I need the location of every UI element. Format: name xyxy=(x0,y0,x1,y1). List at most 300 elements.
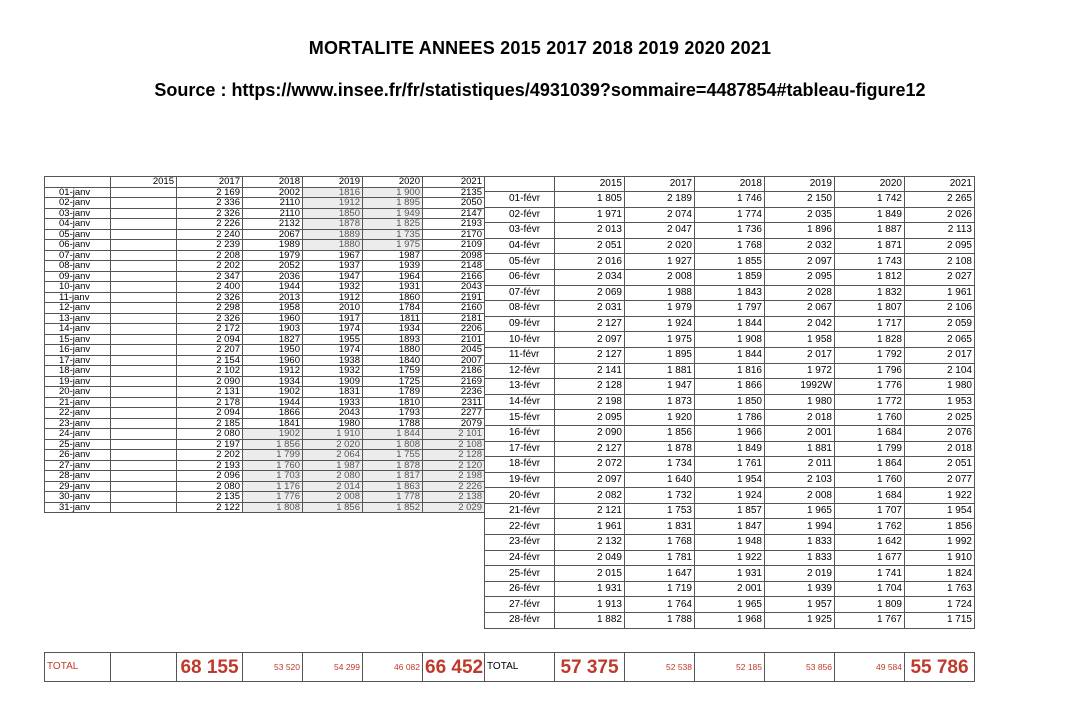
table-cell xyxy=(111,502,177,513)
table-cell: 2079 xyxy=(423,418,485,429)
table-cell: 1 808 xyxy=(363,439,423,450)
table-cell: 1 828 xyxy=(835,332,905,348)
table-row xyxy=(45,492,485,503)
table-cell: 2 197 xyxy=(177,439,243,450)
table-cell: 1 958 xyxy=(765,332,835,348)
row-label: 13-févr xyxy=(485,379,555,395)
row-label: 18-janv xyxy=(45,366,111,377)
table-cell: 2 094 xyxy=(177,334,243,345)
table-cell: 1 953 xyxy=(905,394,975,410)
table-cell: 1850 xyxy=(303,208,363,219)
table-cell: 1944 xyxy=(243,282,303,293)
table-cell xyxy=(111,492,177,503)
feb-header-row xyxy=(485,177,975,192)
table-cell: 1 781 xyxy=(625,550,695,566)
jan-header-cell: 2020 xyxy=(363,177,423,188)
table-row xyxy=(485,425,975,441)
table-cell: 2 198 xyxy=(555,394,625,410)
row-label: 25-févr xyxy=(485,566,555,582)
table-cell: 1912 xyxy=(303,198,363,209)
table-row xyxy=(45,229,485,240)
table-cell: 2 076 xyxy=(905,425,975,441)
feb-header-cell: 2017 xyxy=(625,177,695,192)
table-row xyxy=(485,457,975,473)
table-cell: 2132 xyxy=(243,219,303,230)
totals-row-table xyxy=(44,652,975,682)
table-cell: 2 120 xyxy=(423,460,485,471)
table-cell: 2 064 xyxy=(303,450,363,461)
table-cell: 2109 xyxy=(423,240,485,251)
table-cell: 2 067 xyxy=(765,301,835,317)
table-cell xyxy=(111,271,177,282)
table-cell: 1 881 xyxy=(765,441,835,457)
table-cell: 1 965 xyxy=(765,503,835,519)
table-cell: 1 924 xyxy=(695,488,765,504)
table-cell: 1 855 xyxy=(695,254,765,270)
row-label: 16-janv xyxy=(45,345,111,356)
table-row xyxy=(45,240,485,251)
table-cell: 2 080 xyxy=(177,429,243,440)
table-cell: 1931 xyxy=(363,282,423,293)
row-label: 21-janv xyxy=(45,397,111,408)
table-cell xyxy=(111,292,177,303)
table-cell: 2 090 xyxy=(555,425,625,441)
table-cell: 1 715 xyxy=(905,613,975,629)
table-cell: 2 065 xyxy=(905,332,975,348)
table-row xyxy=(45,303,485,314)
table-cell: 1 768 xyxy=(625,535,695,551)
table-cell xyxy=(111,429,177,440)
feb-header-cell: 2020 xyxy=(835,177,905,192)
row-label: 15-févr xyxy=(485,410,555,426)
table-cell: 1831 xyxy=(303,387,363,398)
table-cell: 1 968 xyxy=(695,613,765,629)
table-cell xyxy=(111,334,177,345)
table-cell: 2 080 xyxy=(177,481,243,492)
table-cell: 1793 xyxy=(363,408,423,419)
row-label: 31-janv xyxy=(45,502,111,513)
table-row xyxy=(485,550,975,566)
table-cell: 1 948 xyxy=(695,535,765,551)
table-cell xyxy=(111,250,177,261)
table-cell: 2 047 xyxy=(625,223,695,239)
table-cell xyxy=(111,303,177,314)
table-cell: 2 097 xyxy=(555,472,625,488)
table-cell: 1 746 xyxy=(695,192,765,208)
table-cell: 2002 xyxy=(243,187,303,198)
row-label: 24-févr xyxy=(485,550,555,566)
table-cell: 1964 xyxy=(363,271,423,282)
table-cell: 1 753 xyxy=(625,503,695,519)
table-cell: 1 852 xyxy=(363,502,423,513)
table-cell: 2101 xyxy=(423,334,485,345)
table-cell xyxy=(111,397,177,408)
table-cell: 2 097 xyxy=(765,254,835,270)
table-cell: 1 796 xyxy=(835,363,905,379)
jan-total-2021: 66 452 xyxy=(423,653,485,682)
table-cell xyxy=(111,366,177,377)
table-cell: 1933 xyxy=(303,397,363,408)
table-cell: 1 640 xyxy=(625,472,695,488)
table-cell: 1 805 xyxy=(555,192,625,208)
table-cell: 2 265 xyxy=(905,192,975,208)
table-row xyxy=(45,387,485,398)
row-label: 09-févr xyxy=(485,316,555,332)
table-row xyxy=(485,301,975,317)
table-cell: 2311 xyxy=(423,397,485,408)
table-cell: 2010 xyxy=(303,303,363,314)
table-row xyxy=(485,394,975,410)
table-cell: 1 719 xyxy=(625,581,695,597)
table-cell: 1 931 xyxy=(695,566,765,582)
table-cell: 2 108 xyxy=(905,254,975,270)
table-cell: 1 809 xyxy=(835,597,905,613)
table-cell: 1880 xyxy=(303,240,363,251)
table-cell: 1 736 xyxy=(695,223,765,239)
table-cell: 2 035 xyxy=(765,207,835,223)
table-cell: 1 816 xyxy=(695,363,765,379)
row-label: 05-janv xyxy=(45,229,111,240)
row-label: 07-févr xyxy=(485,285,555,301)
source-line: Source : https://www.insee.fr/fr/statistiques/4931039?sommaire=4487854#tableau-figure12 xyxy=(154,80,926,100)
table-cell: 1 743 xyxy=(835,254,905,270)
table-row xyxy=(45,355,485,366)
table-cell: 2 027 xyxy=(905,269,975,285)
table-cell: 2 103 xyxy=(765,472,835,488)
table-cell: 2 202 xyxy=(177,450,243,461)
table-cell: 1909 xyxy=(303,376,363,387)
table-cell: 1 833 xyxy=(765,535,835,551)
table-row xyxy=(485,285,975,301)
table-row xyxy=(485,207,975,223)
table-cell: 1 856 xyxy=(243,439,303,450)
table-cell: 1 760 xyxy=(835,410,905,426)
table-cell: 1 717 xyxy=(835,316,905,332)
row-label: 06-févr xyxy=(485,269,555,285)
table-cell: 2067 xyxy=(243,229,303,240)
table-row xyxy=(485,332,975,348)
table-cell: 1 833 xyxy=(765,550,835,566)
table-cell: 2135 xyxy=(423,187,485,198)
table-cell: 1 684 xyxy=(835,488,905,504)
table-row xyxy=(45,450,485,461)
row-label: 28-févr xyxy=(485,613,555,629)
table-row xyxy=(45,481,485,492)
jan-total-2017: 68 155 xyxy=(177,653,243,682)
table-cell: 2236 xyxy=(423,387,485,398)
table-cell: 2 121 xyxy=(555,503,625,519)
row-label: 20-janv xyxy=(45,387,111,398)
table-cell: 1 843 xyxy=(695,285,765,301)
table-cell: 2 008 xyxy=(625,269,695,285)
row-label: 25-janv xyxy=(45,439,111,450)
table-cell: 1784 xyxy=(363,303,423,314)
table-cell: 1 887 xyxy=(835,223,905,239)
table-cell: 1 927 xyxy=(625,254,695,270)
row-label: 15-janv xyxy=(45,334,111,345)
table-cell: 1934 xyxy=(363,324,423,335)
table-cell: 1960 xyxy=(243,355,303,366)
table-cell: 2050 xyxy=(423,198,485,209)
table-cell: 2 096 xyxy=(177,471,243,482)
table-row xyxy=(485,535,975,551)
table-cell: 2 347 xyxy=(177,271,243,282)
table-cell: 2110 xyxy=(243,208,303,219)
table-cell: 1912 xyxy=(303,292,363,303)
table-cell: 2 017 xyxy=(905,347,975,363)
table-cell: 1 908 xyxy=(695,332,765,348)
row-label: 10-janv xyxy=(45,282,111,293)
table-cell: 2 128 xyxy=(555,379,625,395)
table-cell: 2 154 xyxy=(177,355,243,366)
jan-total-2015 xyxy=(111,653,177,682)
table-cell: 2 020 xyxy=(625,238,695,254)
table-cell: 1 878 xyxy=(363,460,423,471)
row-label: 01-févr xyxy=(485,192,555,208)
table-cell: 2 101 xyxy=(423,429,485,440)
table-row xyxy=(45,502,485,513)
table-cell: 1 856 xyxy=(905,519,975,535)
table-cell: 2 326 xyxy=(177,208,243,219)
table-cell: 2 108 xyxy=(423,439,485,450)
row-label: 26-févr xyxy=(485,581,555,597)
table-cell: 2 102 xyxy=(177,366,243,377)
feb-header-cell: 2019 xyxy=(765,177,835,192)
table-cell: 2 131 xyxy=(177,387,243,398)
table-cell: 1893 xyxy=(363,334,423,345)
table-cell: 2 001 xyxy=(765,425,835,441)
table-cell: 2 298 xyxy=(177,303,243,314)
table-row xyxy=(485,192,975,208)
table-cell: 1974 xyxy=(303,324,363,335)
table-cell: 2 013 xyxy=(555,223,625,239)
table-cell: 2 018 xyxy=(765,410,835,426)
table-cell: 2 025 xyxy=(905,410,975,426)
feb-total-2017: 52 538 xyxy=(625,653,695,682)
table-cell: 2 127 xyxy=(555,316,625,332)
table-cell: 2 082 xyxy=(555,488,625,504)
row-label: 22-févr xyxy=(485,519,555,535)
table-cell: 1 971 xyxy=(555,207,625,223)
table-cell: 1 965 xyxy=(695,597,765,613)
table-cell xyxy=(111,355,177,366)
table-cell: 1 961 xyxy=(555,519,625,535)
table-cell: 1 807 xyxy=(835,301,905,317)
table-cell: 1725 xyxy=(363,376,423,387)
table-cell: 1 954 xyxy=(695,472,765,488)
table-cell xyxy=(111,345,177,356)
jan-total-2019: 54 299 xyxy=(303,653,363,682)
row-label: 26-janv xyxy=(45,450,111,461)
table-row xyxy=(45,471,485,482)
table-cell: 1960 xyxy=(243,313,303,324)
jan-total-2018: 53 520 xyxy=(243,653,303,682)
table-cell: 1 824 xyxy=(905,566,975,582)
table-cell: 1 799 xyxy=(835,441,905,457)
jan-total-2020: 46 082 xyxy=(363,653,423,682)
row-label: 18-févr xyxy=(485,457,555,473)
jan-total-label: TOTAL xyxy=(45,653,111,682)
table-cell: 2 029 xyxy=(423,502,485,513)
table-cell: 1 812 xyxy=(835,269,905,285)
table-cell: 1987 xyxy=(363,250,423,261)
table-cell: 1 774 xyxy=(695,207,765,223)
table-cell: 1 881 xyxy=(625,363,695,379)
table-cell: 2 095 xyxy=(555,410,625,426)
table-cell: 1934 xyxy=(243,376,303,387)
table-cell: 2 172 xyxy=(177,324,243,335)
table-cell: 1 788 xyxy=(625,613,695,629)
row-label: 13-janv xyxy=(45,313,111,324)
table-cell: 1 900 xyxy=(363,187,423,198)
table-cell: 1 772 xyxy=(835,394,905,410)
row-label: 12-janv xyxy=(45,303,111,314)
row-label: 20-févr xyxy=(485,488,555,504)
table-cell: 1 755 xyxy=(363,450,423,461)
table-row xyxy=(485,269,975,285)
table-cell: 2 326 xyxy=(177,292,243,303)
table-cell: 1989 xyxy=(243,240,303,251)
january-table xyxy=(44,176,485,513)
table-cell: 1 931 xyxy=(555,581,625,597)
table-cell: 2 069 xyxy=(555,285,625,301)
table-cell: 1810 xyxy=(363,397,423,408)
row-label: 04-févr xyxy=(485,238,555,254)
table-cell: 2 095 xyxy=(905,238,975,254)
table-cell: 1 975 xyxy=(625,332,695,348)
table-cell: 1 763 xyxy=(905,581,975,597)
table-row xyxy=(485,363,975,379)
table-cell: 1950 xyxy=(243,345,303,356)
table-cell: 2148 xyxy=(423,261,485,272)
table-cell xyxy=(111,229,177,240)
table-cell: 1 856 xyxy=(303,502,363,513)
table-cell: 1 980 xyxy=(765,394,835,410)
table-cell: 2 141 xyxy=(555,363,625,379)
table-row xyxy=(45,345,485,356)
table-cell: 1789 xyxy=(363,387,423,398)
table-cell: 2 090 xyxy=(177,376,243,387)
table-row xyxy=(485,613,975,629)
table-cell: 1 703 xyxy=(243,471,303,482)
row-label: 19-janv xyxy=(45,376,111,387)
table-row xyxy=(45,187,485,198)
table-cell: 1 732 xyxy=(625,488,695,504)
table-cell: 2 018 xyxy=(905,441,975,457)
table-cell: 1 844 xyxy=(695,347,765,363)
row-label: 16-févr xyxy=(485,425,555,441)
table-row xyxy=(485,254,975,270)
table-row xyxy=(485,472,975,488)
table-row xyxy=(45,282,485,293)
table-cell: 1 768 xyxy=(695,238,765,254)
table-row xyxy=(485,503,975,519)
table-cell: 2007 xyxy=(423,355,485,366)
table-cell: 1816 xyxy=(303,187,363,198)
feb-total-2015: 57 375 xyxy=(555,653,625,682)
table-cell: 1979 xyxy=(243,250,303,261)
table-cell: 2036 xyxy=(243,271,303,282)
table-cell: 1840 xyxy=(363,355,423,366)
table-cell: 1880 xyxy=(363,345,423,356)
row-label: 08-janv xyxy=(45,261,111,272)
row-label: 24-janv xyxy=(45,429,111,440)
table-cell: 2 132 xyxy=(555,535,625,551)
table-cell: 1 954 xyxy=(905,503,975,519)
table-row xyxy=(45,198,485,209)
table-cell: 1 859 xyxy=(695,269,765,285)
table-cell: 1947 xyxy=(303,271,363,282)
table-cell: 1 786 xyxy=(695,410,765,426)
table-cell: 1 980 xyxy=(905,379,975,395)
table-cell: 1912 xyxy=(243,366,303,377)
table-cell: 1 778 xyxy=(363,492,423,503)
row-label: 29-janv xyxy=(45,481,111,492)
row-label: 05-févr xyxy=(485,254,555,270)
row-label: 11-févr xyxy=(485,347,555,363)
table-row xyxy=(45,208,485,219)
table-cell: 1 849 xyxy=(695,441,765,457)
table-row xyxy=(45,292,485,303)
table-row xyxy=(485,410,975,426)
table-row xyxy=(45,219,485,230)
table-cell: 2 097 xyxy=(555,332,625,348)
row-label: 09-janv xyxy=(45,271,111,282)
table-cell: 1932 xyxy=(303,282,363,293)
table-cell xyxy=(111,408,177,419)
table-cell: 2186 xyxy=(423,366,485,377)
table-cell: 1 972 xyxy=(765,363,835,379)
table-cell: 2 074 xyxy=(625,207,695,223)
table-cell: 1 863 xyxy=(363,481,423,492)
table-row xyxy=(45,261,485,272)
feb-total-2021: 55 786 xyxy=(905,653,975,682)
page-title: MORTALITE ANNEES 2015 2017 2018 2019 2020 2021 xyxy=(308,38,772,58)
totals-row xyxy=(45,653,975,682)
table-cell: 1974 xyxy=(303,345,363,356)
table-cell: 1 742 xyxy=(835,192,905,208)
table-cell: 1 896 xyxy=(765,223,835,239)
feb-header-cell xyxy=(485,177,555,192)
row-label: 04-janv xyxy=(45,219,111,230)
table-cell: 1 850 xyxy=(695,394,765,410)
table-cell: 1 987 xyxy=(303,460,363,471)
row-label: 22-janv xyxy=(45,408,111,419)
table-cell: 2 128 xyxy=(423,450,485,461)
table-cell: 1 873 xyxy=(625,394,695,410)
table-cell: 1 975 xyxy=(363,240,423,251)
table-cell: 1917 xyxy=(303,313,363,324)
table-cell: 1878 xyxy=(303,219,363,230)
table-cell: 1 992 xyxy=(905,535,975,551)
table-cell: 2 122 xyxy=(177,502,243,513)
table-cell: 2043 xyxy=(423,282,485,293)
table-cell: 2 208 xyxy=(177,250,243,261)
table-cell: 2181 xyxy=(423,313,485,324)
table-cell: 2043 xyxy=(303,408,363,419)
table-cell: 1788 xyxy=(363,418,423,429)
table-cell: 2147 xyxy=(423,208,485,219)
table-cell: 2110 xyxy=(243,198,303,209)
table-cell: 1 925 xyxy=(765,613,835,629)
table-cell: 1 799 xyxy=(243,450,303,461)
table-cell: 2 185 xyxy=(177,418,243,429)
table-cell: 1980 xyxy=(303,418,363,429)
table-cell: 1 767 xyxy=(835,613,905,629)
table-cell: 1 924 xyxy=(625,316,695,332)
table-cell: 2 017 xyxy=(765,347,835,363)
table-cell: 2 051 xyxy=(555,238,625,254)
